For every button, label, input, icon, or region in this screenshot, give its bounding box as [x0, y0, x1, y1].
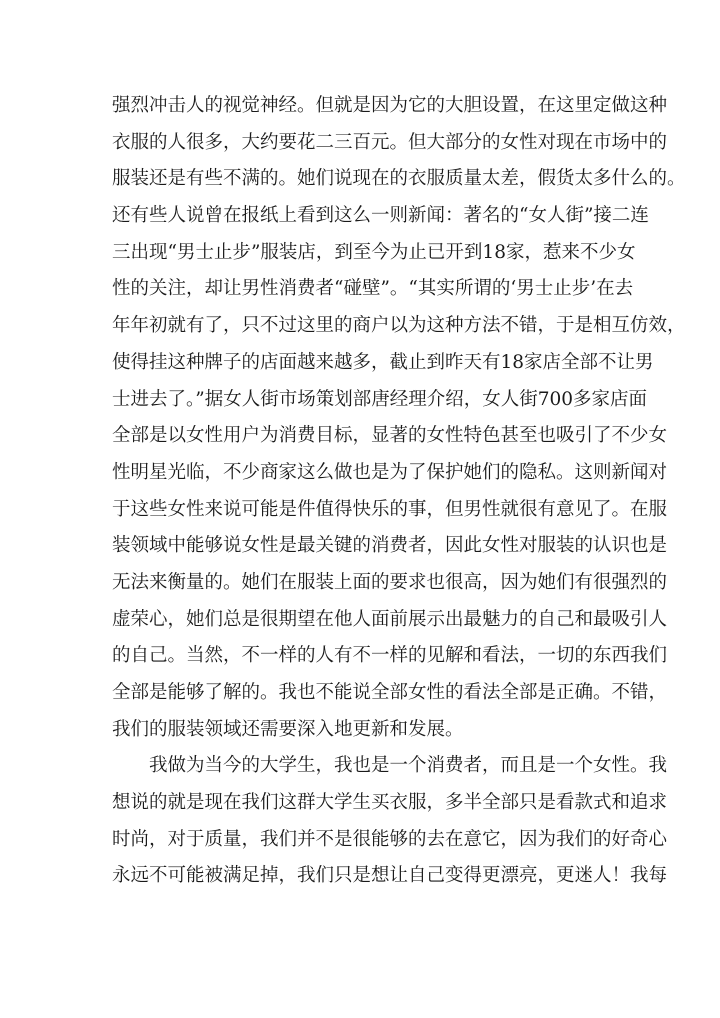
text-line: 服装还是有些不满的。她们说现在的衣服质量太差，假货太多什么的。 — [112, 168, 686, 190]
text-line: 想说的就是现在我们这群大学生买衣服，多半全部只是看款式和追求 — [112, 792, 668, 814]
text-line: 于这些女性来说可能是件值得快乐的事，但男性就很有意见了。在服 — [112, 498, 668, 520]
text-line: 的自己。当然，不一样的人有不一样的见解和看法，一切的东西我们 — [112, 645, 668, 667]
paragraph-end-line: 我们的服装领域还需要深入地更新和发展。 — [112, 718, 464, 740]
text-line: 三出现“男士止步”服装店，到至今为止已开到18家，惹来不少女 — [112, 241, 636, 263]
paragraph-start-line: 我做为当今的大学生，我也是一个消费者，而且是一个女性。我 — [149, 755, 668, 777]
text-line: 性的关注，却让男性消费者“碰壁”。“其实所谓的‘男士止步’在去 — [112, 278, 634, 300]
text-line: 士进去了。”据女人街市场策划部唐经理介绍，女人街700多家店面 — [112, 388, 648, 410]
text-line: 永远不可能被满足掉，我们只是想让自己变得更漂亮，更迷人！我每 — [112, 865, 668, 887]
text-line: 强烈冲击人的视觉神经。但就是因为它的大胆设置，在这里定做这种 — [112, 95, 668, 116]
text-line: 虚荣心，她们总是很期望在他人面前展示出最魅力的自己和最吸引人 — [112, 608, 668, 630]
text-line: 衣服的人很多，大约要花二三百元。但大部分的女性对现在市场中的 — [112, 131, 668, 153]
text-line: 时尚，对于质量，我们并不是很能够的去在意它，因为我们的好奇心 — [112, 828, 668, 850]
text-line: 装领域中能够说女性是最关键的消费者，因此女性对服装的认识也是 — [112, 535, 668, 557]
text-line: 全部是能够了解的。我也不能说全部女性的看法全部是正确。不错， — [112, 682, 668, 703]
text-line: 全部是以女性用户为消费目标，显著的女性特色甚至也吸引了不少女 — [112, 425, 668, 447]
text-line: 性明星光临，不少商家这么做也是为了保护她们的隐私。这则新闻对 — [112, 461, 668, 483]
text-line: 还有些人说曾在报纸上看到这么一则新闻：著名的“女人街”接二连 — [112, 205, 649, 227]
text-line: 无法来衡量的。她们在服装上面的要求也很高，因为她们有很强烈的 — [112, 571, 668, 593]
body-text — [112, 88, 686, 895]
text-line: 使得挂这种牌子的店面越来越多，截止到昨天有18家店全部不让男 — [112, 351, 654, 373]
text-line: 年年初就有了，只不过这里的商户以为这种方法不错，于是相互仿效， — [112, 315, 686, 337]
